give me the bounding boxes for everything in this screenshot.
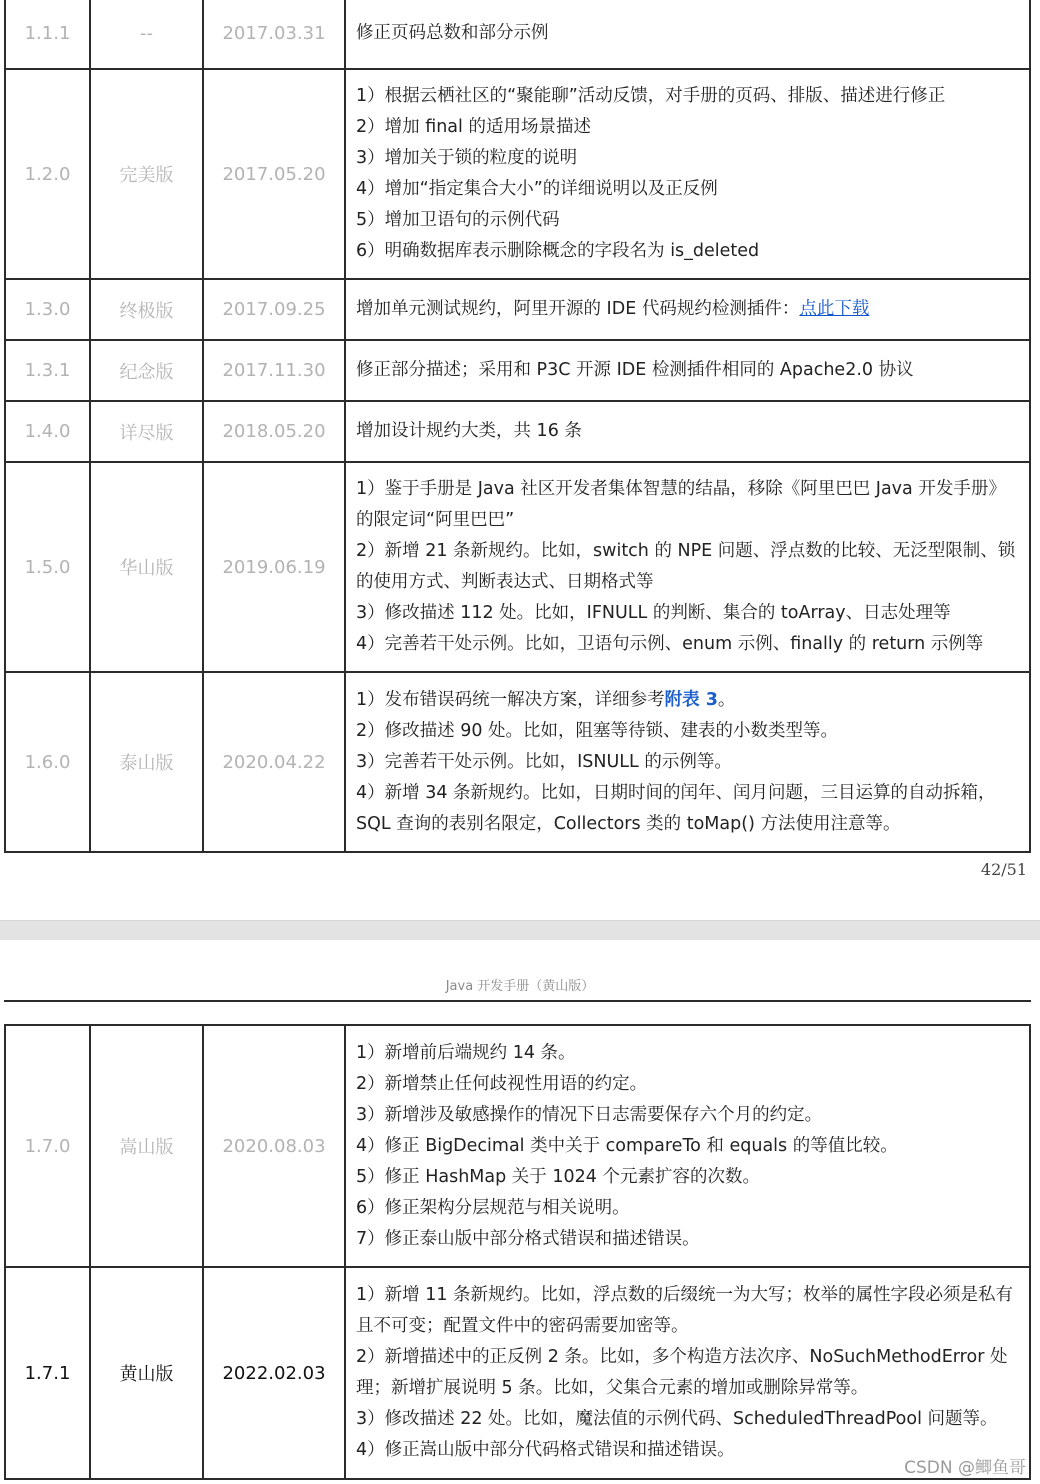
description-line: 3）增加关于锁的粒度的说明 (356, 148, 578, 168)
description-line: 3）修改描述 22 处。比如，魔法值的示例代码、ScheduledThreadPool 问题等。 (356, 1409, 998, 1429)
description-line: 4）修正嵩山版中部分代码格式错误和描述错误。 (356, 1440, 735, 1460)
date-cell: 2022.02.03 (203, 1267, 345, 1479)
description-line: 7）修正泰山版中部分格式错误和描述错误。 (356, 1228, 700, 1249)
description-cell (345, 69, 1030, 279)
description-line: 修正页码总数和部分示例 (356, 23, 549, 43)
description-text: 。 (717, 689, 736, 710)
description-line (356, 685, 1021, 716)
date-cell: 2017.09.25 (203, 279, 345, 340)
version-cell: 1.5.0 (5, 462, 90, 672)
description-cell (345, 1267, 1030, 1479)
description-line: 1）新增 11 条新规约。比如，浮点数的后缀统一为大写；枚举的属性字段必须是私有且不可变；配置文件中的密码需要加密等。 (356, 1285, 1014, 1336)
table-row (5, 340, 1030, 401)
page-separator (0, 920, 1040, 940)
description-line: 4）完善若干处示例。比如，卫语句示例、enum 示例、finally 的 return 示例等 (356, 634, 984, 654)
revision-history-table-top (4, 0, 1031, 853)
description-text: 增加单元测试规约，阿里开源的 IDE 代码规约检测插件： (356, 299, 800, 319)
description-line: 4）新增 34 条新规约。比如，日期时间的闰年、闰月问题，三目运算的自动拆箱，SQL 查询的表别名限定，Collectors 类的 toMap() 方法使用注意等。 (356, 782, 996, 834)
description-line: 2）新增禁止任何歧视性用语的约定。 (356, 1073, 648, 1094)
description-cell (345, 279, 1030, 340)
header-rule (4, 1000, 1031, 1002)
description-cell (345, 401, 1030, 462)
date-cell: 2019.06.19 (203, 462, 345, 672)
version-cell: 1.4.0 (5, 401, 90, 462)
description-cell (345, 340, 1030, 401)
edition-name-cell: 黄山版 (90, 1267, 203, 1479)
description-line: 6）明确数据库表示删除概念的字段名为 is_deleted (356, 241, 760, 261)
watermark: CSDN @鲫鱼哥 (904, 1458, 1026, 1478)
date-cell: 2017.03.31 (203, 0, 345, 69)
description-line: 修正部分描述；采用和 P3C 开源 IDE 检测插件相同的 Apache2.0 协议 (356, 360, 914, 380)
version-cell: 1.7.1 (5, 1267, 90, 1479)
description-line: 2）新增描述中的正反例 2 条。比如，多个构造方法次序、NoSuchMethodError 处理；新增扩展说明 5 条。比如，父集合元素的增加或删除异常等。 (356, 1347, 1008, 1398)
description-cell (345, 0, 1030, 69)
running-header: Java 开发手册（黄山版） (445, 979, 595, 994)
edition-name-cell: 详尽版 (90, 401, 203, 462)
table-row (5, 69, 1030, 279)
table-row (5, 279, 1030, 340)
date-cell: 2018.05.20 (203, 401, 345, 462)
edition-name-cell: 华山版 (90, 462, 203, 672)
description-cell (345, 1025, 1030, 1267)
version-cell: 1.2.0 (5, 69, 90, 279)
date-cell: 2017.11.30 (203, 340, 345, 401)
page-number: 42/51 (980, 860, 1027, 879)
description-line (356, 294, 1021, 325)
description-line: 5）修正 HashMap 关于 1024 个元素扩容的次数。 (356, 1166, 760, 1187)
description-line: 3）新增涉及敏感操作的情况下日志需要保存六个月的约定。 (356, 1104, 823, 1125)
description-text: 1）发布错误码统一解决方案，详细参考 (356, 689, 665, 710)
version-cell: 1.1.1 (5, 0, 90, 69)
edition-name-cell: 纪念版 (90, 340, 203, 401)
table-row (5, 0, 1030, 69)
description-line: 1）根据云栖社区的“聚能聊”活动反馈，对手册的页码、排版、描述进行修正 (356, 86, 946, 106)
edition-name-cell: 完美版 (90, 69, 203, 279)
date-cell: 2020.08.03 (203, 1025, 345, 1267)
date-cell: 2017.05.20 (203, 69, 345, 279)
description-line: 6）修正架构分层规范与相关说明。 (356, 1197, 630, 1218)
edition-name-cell: 终极版 (90, 279, 203, 340)
table-row (5, 1267, 1030, 1479)
description-line: 2）新增 21 条新规约。比如，switch 的 NPE 问题、浮点数的比较、无泛型限制、锁的使用方式、判断表达式、日期格式等 (356, 541, 1016, 592)
table-row (5, 672, 1030, 852)
description-line: 2）增加 final 的适用场景描述 (356, 117, 591, 137)
description-line: 增加设计规约大类，共 16 条 (356, 421, 582, 441)
download-link[interactable]: 点此下载 (799, 299, 870, 319)
description-line: 3）完善若干处示例。比如，ISNULL 的示例等。 (356, 751, 732, 772)
description-line: 1）鉴于手册是 Java 社区开发者集体智慧的结晶，移除《阿里巴巴 Java 开发手册》的限定词“阿里巴巴” (356, 479, 1006, 530)
version-cell: 1.6.0 (5, 672, 90, 852)
date-cell: 2020.04.22 (203, 672, 345, 852)
description-line: 3）修改描述 112 处。比如，IFNULL 的判断、集合的 toArray、日志处理等 (356, 603, 951, 623)
description-line: 4）修正 BigDecimal 类中关于 compareTo 和 equals 的等值比较。 (356, 1135, 898, 1156)
revision-history-table-bottom (4, 1024, 1031, 1480)
table-row (5, 462, 1030, 672)
description-line: 2）修改描述 90 处。比如，阻塞等待锁、建表的小数类型等。 (356, 720, 839, 741)
description-line: 5）增加卫语句的示例代码 (356, 210, 560, 230)
edition-name-cell: 泰山版 (90, 672, 203, 852)
table-row (5, 401, 1030, 462)
description-line: 4）增加“指定集合大小”的详细说明以及正反例 (356, 179, 718, 199)
appendix-link[interactable]: 附表 3 (664, 689, 718, 710)
edition-name-cell: -- (90, 0, 203, 69)
description-line: 1）新增前后端规约 14 条。 (356, 1042, 576, 1063)
version-cell: 1.3.0 (5, 279, 90, 340)
edition-name-cell: 嵩山版 (90, 1025, 203, 1267)
version-cell: 1.3.1 (5, 340, 90, 401)
description-cell (345, 672, 1030, 852)
version-cell: 1.7.0 (5, 1025, 90, 1267)
table-row (5, 1025, 1030, 1267)
description-cell (345, 462, 1030, 672)
